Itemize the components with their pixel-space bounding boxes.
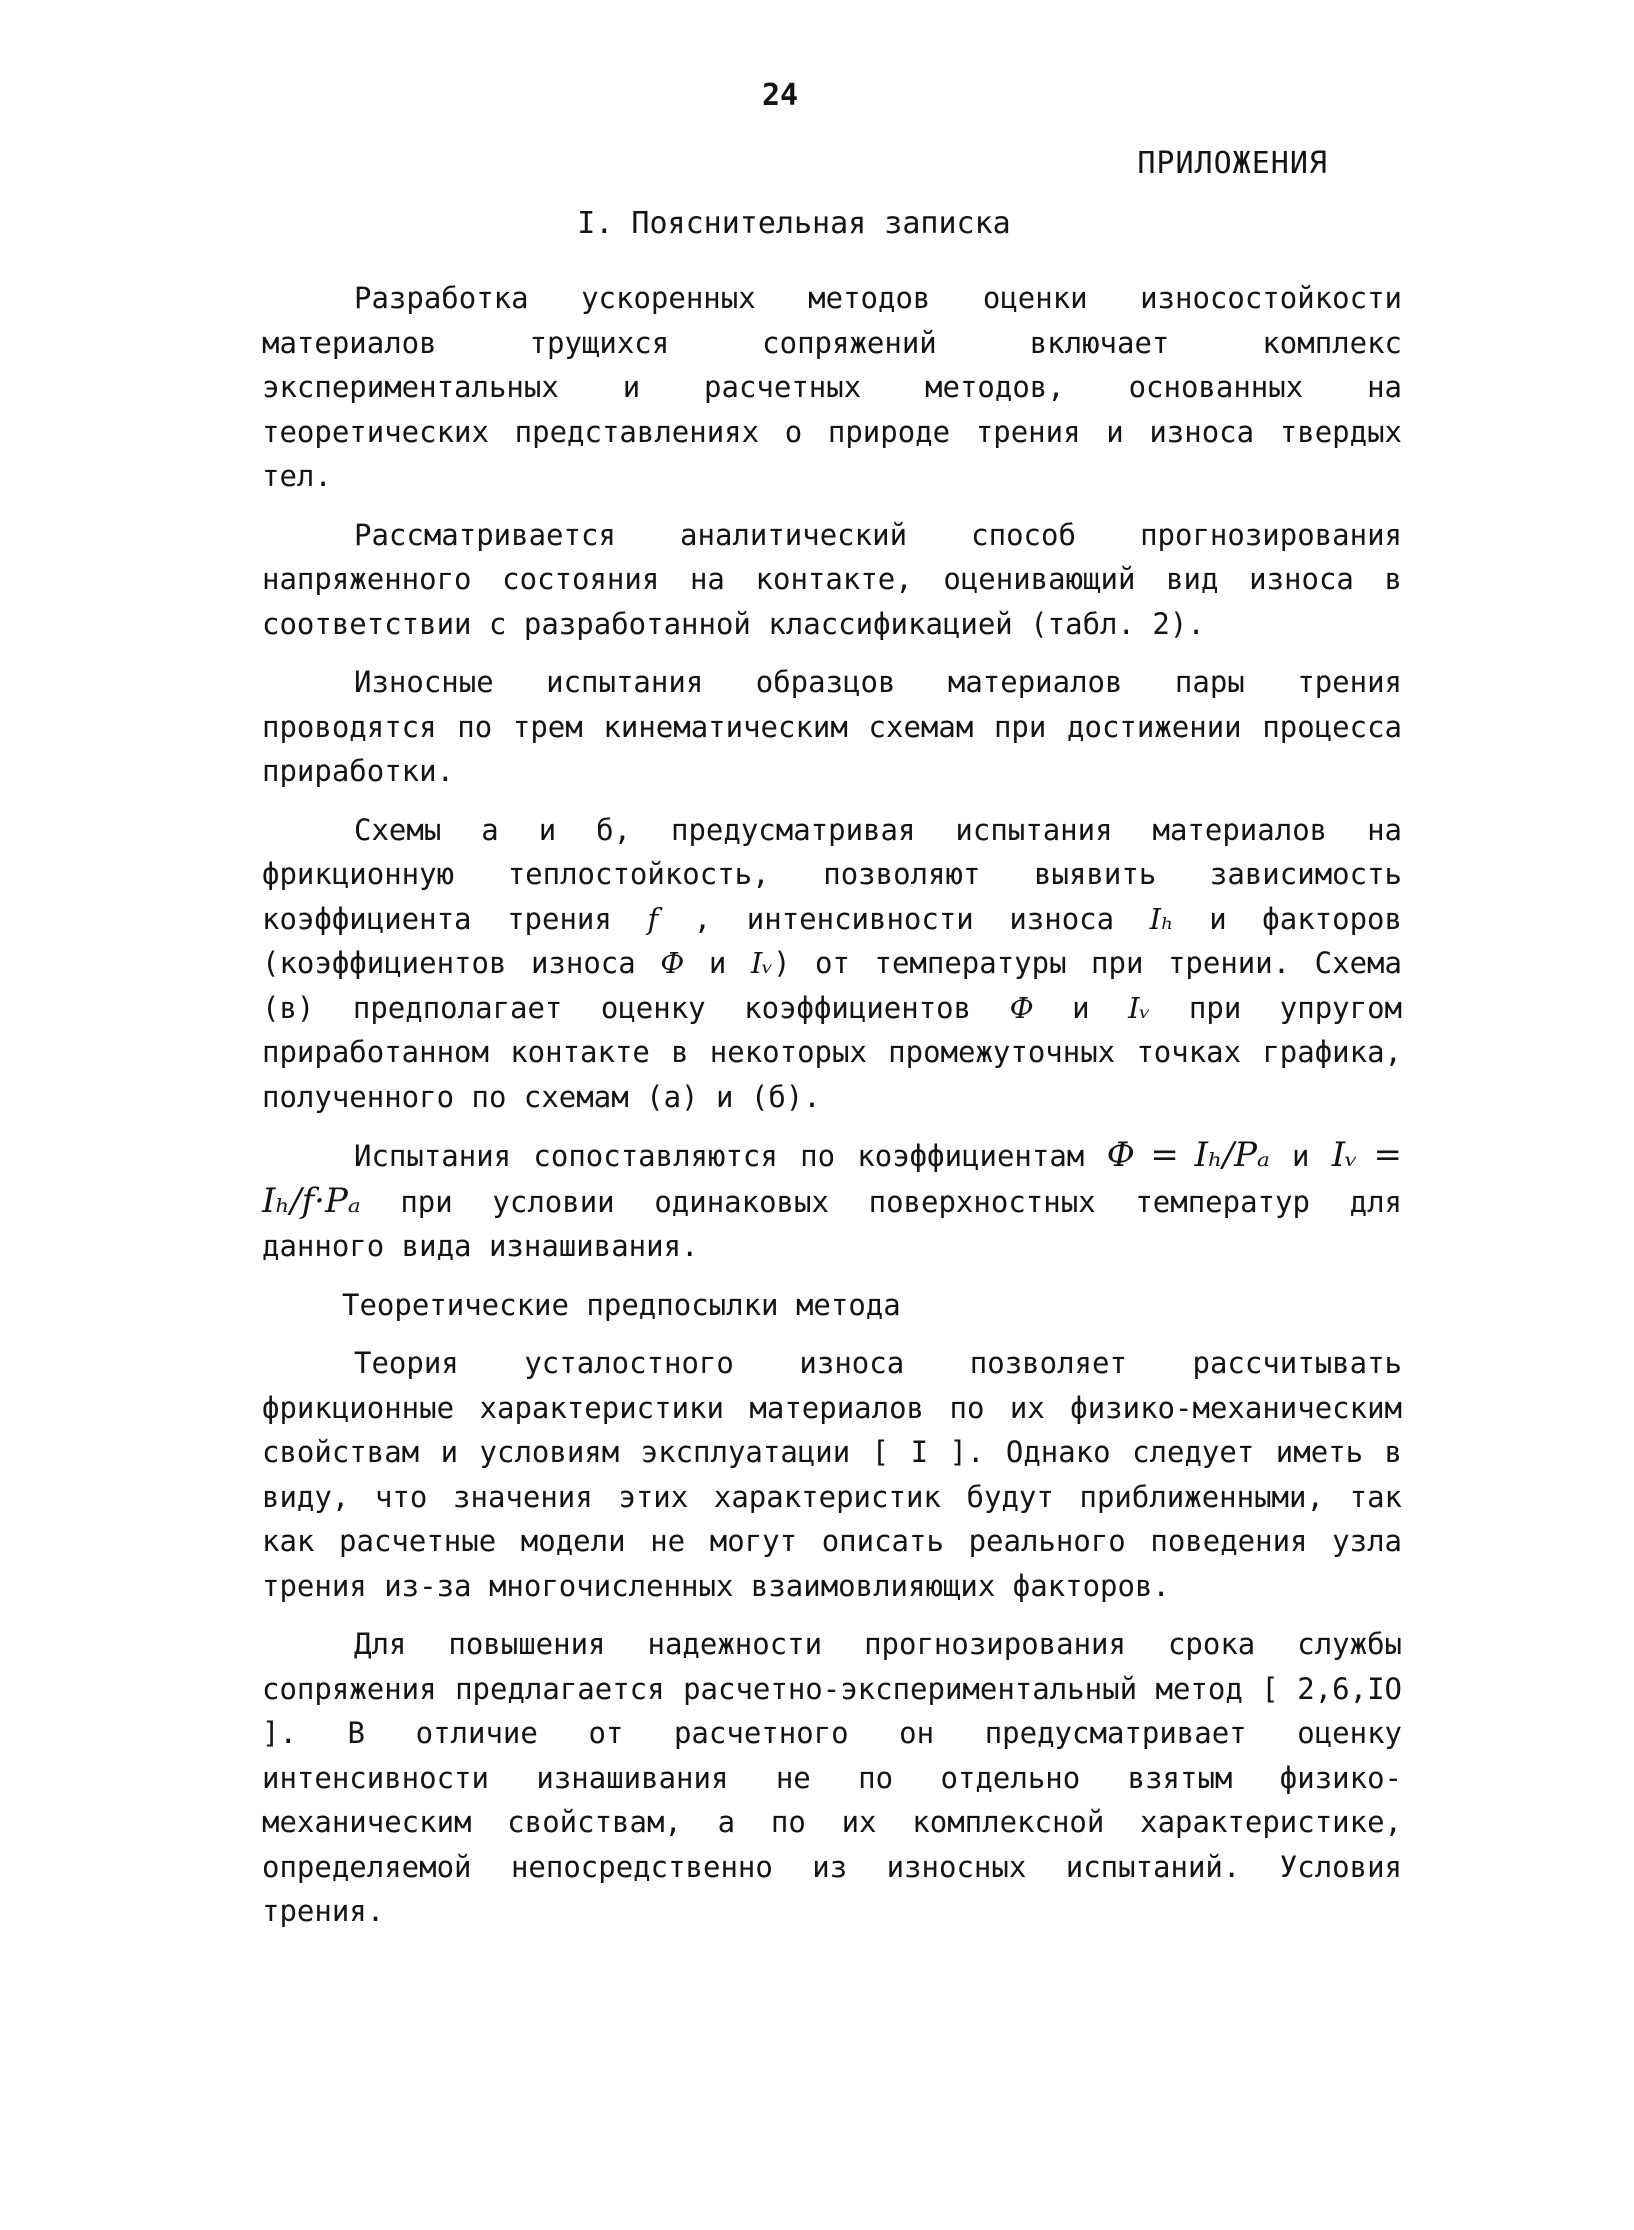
paragraph-5 (262, 1133, 1402, 1269)
paragraph-4-text-1: Схемы а и б, предусматривая испытания материалов на фрикционную теплостойкость, позволяют выявить зависимость коэффициента трения (262, 812, 1402, 936)
wear-intensity-symbol: Iₕ (1149, 901, 1174, 936)
phi-formula: Ф = Iₕ/Pₐ (1106, 1135, 1270, 1175)
paragraph-1: Разработка ускоренных методов оценки износостойкости материалов трущихся сопряжений включает комплекс экспериментальных и расчетных методов, основанных на теоретических представлениях о природе трения и износа твердых тел. (262, 281, 1402, 493)
paragraph-7: Для повышения надежности прогнозирования срока службы сопряжения предлагается расчетно-экспериментальный метод [ 2,6,IO ]. В отличие от расчетного он предусматривает оценку интенсивности изнашивания не по отдельно взятым физико-механическим свойствам, а по их комплексной характеристике, определяемой непосредственно из износных испытаний. Условия трения. (262, 1627, 1402, 1928)
document-body (262, 276, 1402, 1948)
phi-symbol: Ф (660, 946, 685, 980)
friction-coefficient-symbol: f (647, 901, 659, 936)
subheading-theory: Теоретические предпосылки метода (342, 1287, 901, 1322)
paragraph-4-text-7: при упругом приработанном контакте в некоторых промежуточных точках графика, полученного по схемам (а) и (б). (262, 990, 1402, 1114)
appendix-label: ПРИЛОЖЕНИЯ (1137, 146, 1328, 181)
paragraph-6: Теория усталостного износа позволяет рассчитывать фрикционные характеристики материалов по их физико-механическим свойствам и условиям эксплуатации [ I ]. Однако следует иметь в виду, что значения этих характеристик будут приближенными, так как расчетные модели не могут описать реального поведения узла трения из-за многочисленных взаимовлияющих факторов. (262, 1346, 1402, 1603)
paragraph-5-text-2: и (1292, 1139, 1310, 1173)
wear-coefficient-symbol: Iᵥ (750, 946, 774, 980)
wear-coefficient-formula: Iᵥ = Iₕ/f·Pₐ (262, 1135, 1402, 1221)
page-number: 24 (761, 78, 799, 113)
paragraph-3: Износные испытания образцов материалов пары трения проводятся по трем кинематическим схемам при достижении процесса приработки. (262, 665, 1402, 788)
paragraph-4 (262, 808, 1402, 1120)
wear-coefficient-symbol-2: Iᵥ (1128, 990, 1151, 1025)
phi-symbol-2: Ф (1009, 990, 1034, 1025)
paragraph-2: Рассматривается аналитический способ прогнозирования напряженного состояния на контакте, оценивающий вид износа в соответствии с разработанной классификацией (табл. 2). (262, 517, 1402, 641)
paragraph-5-text-1: Испытания сопоставляются по коэффициентам (354, 1139, 1085, 1173)
section-title: I. Пояснительная записка (577, 206, 1011, 241)
paragraph-4-text-2: , интенсивности износа (693, 901, 1115, 936)
paragraph-4-text-4: и (708, 946, 727, 980)
paragraph-4-text-6: и (1072, 990, 1090, 1025)
paragraph-5-text-3: при условии одинаковых поверхностных температур для данного вида изнашивания. (262, 1184, 1402, 1263)
paragraph-4-text-5: ) от температуры при трении. Схема (в) предполагает оценку коэффициентов (262, 946, 1402, 1025)
paragraph-4-text-3: и факторов (коэффициентов износа (262, 901, 1402, 980)
